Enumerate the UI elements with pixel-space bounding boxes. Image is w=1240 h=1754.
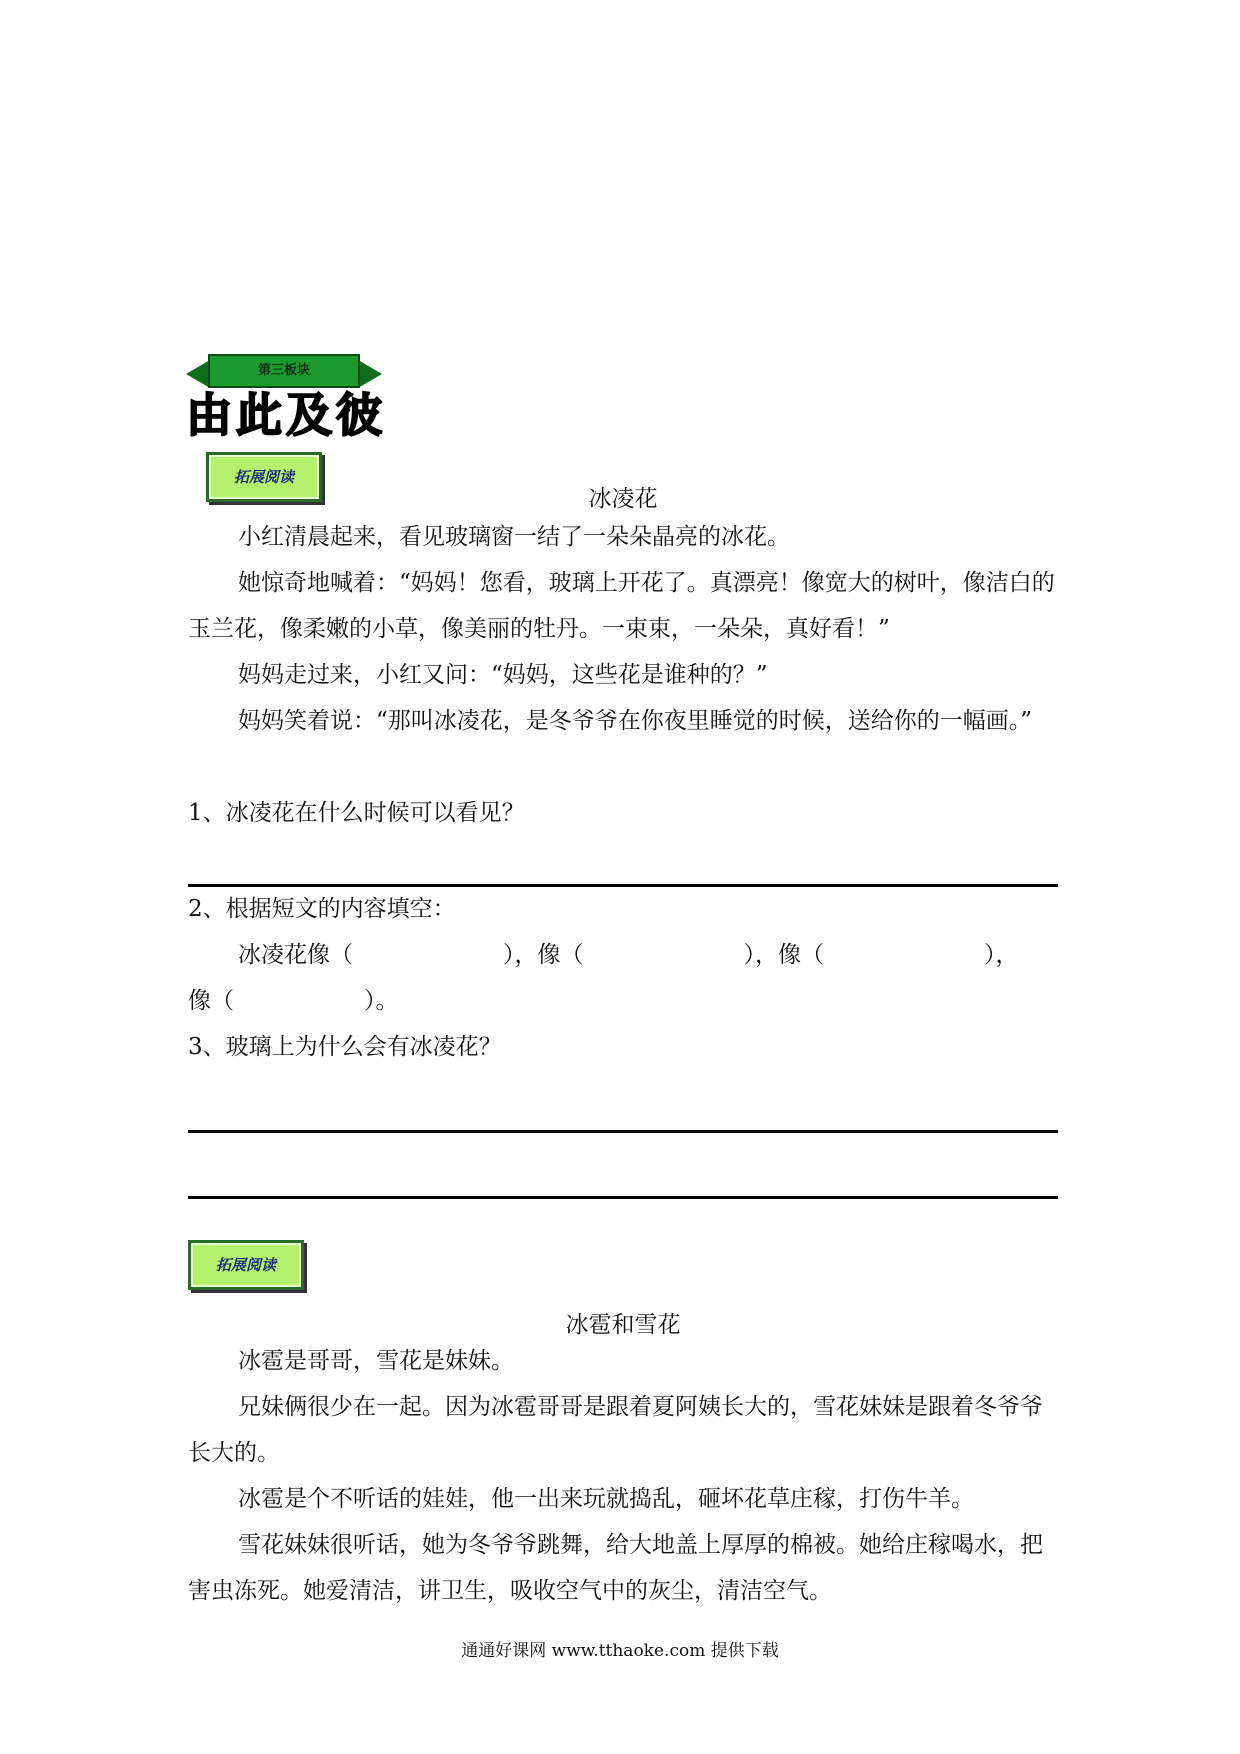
reading1-paragraph-2: 她惊奇地喊着：“妈妈！您看，玻璃上开花了。真漂亮！像宽大的树叶，像洁白的玉兰花，像柔嫩的小草，像美丽的牡丹。一束束，一朵朵，真好看！”	[188, 570, 1055, 642]
banner-ribbon-tail-left	[186, 360, 210, 388]
fill-text-2: ），像（	[503, 942, 584, 968]
section-badge-1: 拓展阅读	[206, 452, 322, 502]
reading2-paragraph-2: 兄妹俩很少在一起。因为冰雹哥哥是跟着夏阿姨长大的，雪花妹妹是跟着冬爷爷长大的。	[188, 1394, 1043, 1466]
question-2-fill	[238, 932, 1058, 978]
fill-text-1: 冰凌花像（	[238, 942, 353, 968]
page-footer: 通通好课网 www.tthaoke.com 提供下载	[461, 1641, 779, 1661]
fill-text-4: ），	[984, 942, 1019, 968]
reading2-paragraph-3: 冰雹是个不听话的娃娃，他一出来玩就捣乱，砸坏花草庄稼，打伤牛羊。	[238, 1486, 974, 1512]
reading1-paragraph-3: 妈妈走过来，小红又问：“妈妈，这些花是谁种的？”	[238, 662, 768, 688]
answer-line-2[interactable]	[188, 1130, 1058, 1133]
reading1-paragraph-1: 小红清晨起来，看见玻璃窗一结了一朵朵晶亮的冰花。	[238, 524, 790, 550]
reading2-title: 冰雹和雪花	[565, 1312, 681, 1338]
section-badge-2: 拓展阅读	[188, 1240, 304, 1290]
fill-text-5: 像（	[188, 988, 234, 1014]
answer-line-3[interactable]	[188, 1196, 1058, 1199]
module-ribbon: 第三板块	[208, 354, 360, 388]
reading1-paragraph-4: 妈妈笑着说：“那叫冰凌花，是冬爷爷在你夜里睡觉的时候，送给你的一幅画。”	[238, 708, 1033, 734]
reading1-title: 冰凌花	[588, 486, 658, 512]
fill-text-3: ），像（	[743, 942, 824, 968]
fill-text-6: ）。	[364, 988, 399, 1014]
question-2-fill-cont	[188, 978, 1058, 1024]
reading2-paragraph-4: 雪花妹妹很听话，她为冬爷爷跳舞，给大地盖上厚厚的棉被。她给庄稼喝水，把害虫冻死。她爱清洁，讲卫生，吸收空气中的灰尘，清洁空气。	[188, 1532, 1043, 1604]
module-heading: 由此及彼	[186, 388, 386, 442]
question-3: 3、玻璃上为什么会有冰凌花？	[188, 1034, 502, 1060]
question-1: 1、冰凌花在什么时候可以看见？	[188, 800, 525, 826]
question-2: 2、根据短文的内容填空：	[188, 896, 456, 922]
banner-ribbon-tail-right	[358, 360, 382, 388]
reading2-paragraph-1: 冰雹是哥哥，雪花是妹妹。	[238, 1348, 514, 1374]
